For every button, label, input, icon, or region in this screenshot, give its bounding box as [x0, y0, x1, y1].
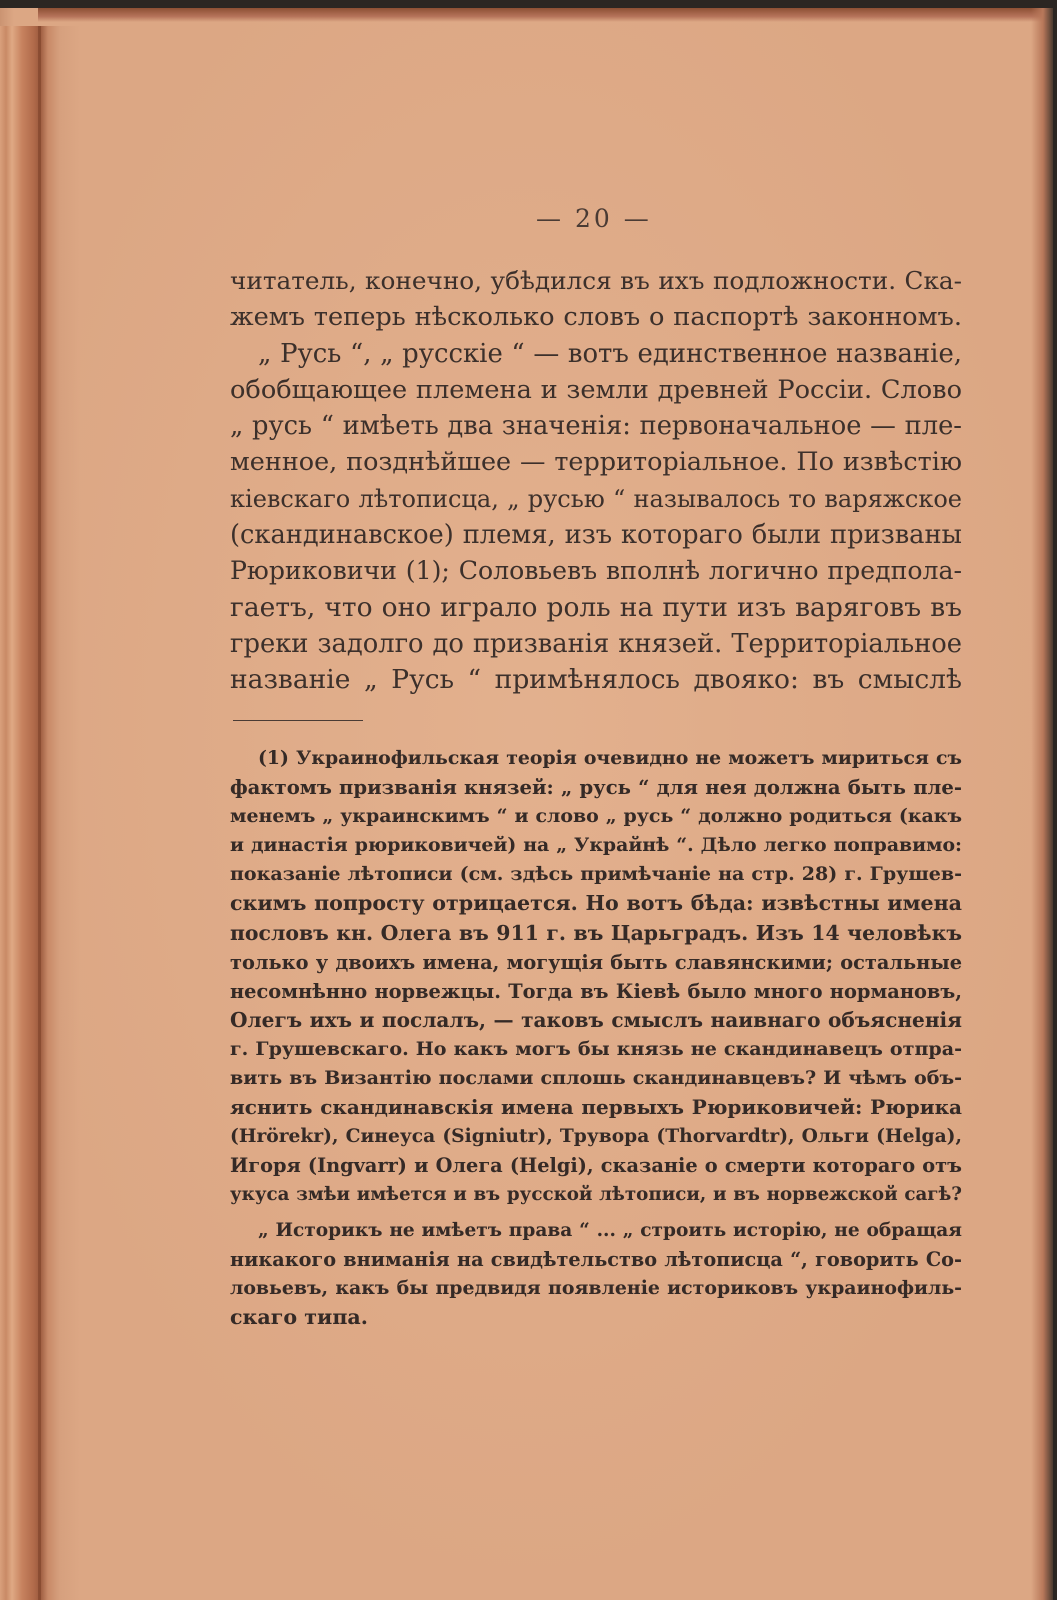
- body-line: Рюриковичи (1); Соловьевъ вполнѣ логично предпола-: [230, 556, 962, 586]
- footnote-line: пословъ кн. Олега въ 911 г. въ Царьградъ. Изъ 14 человѣкъ: [230, 920, 962, 945]
- footnote-line: фактомъ призванія князей: „ русь “ для нея должна быть пле-: [230, 776, 962, 800]
- footnote-line: и династія рюриковичей) на „ Украйнѣ “. Дѣло легко поправимо:: [230, 834, 962, 857]
- footnote-line: вить въ Византію послами сплошь скандинавцевъ? И чѣмъ объ-: [230, 1067, 962, 1090]
- body-line: жемъ теперь нѣсколько словъ о паспортѣ законномъ.: [230, 302, 962, 333]
- footnote-line: никакого вниманія на свидѣтельство лѣтописца “, говорить Со-: [230, 1247, 962, 1271]
- footnote-line: скимъ попросту отрицается. Но вотъ бѣда: извѣстны имена: [230, 891, 962, 916]
- footnote-separator: [233, 720, 363, 721]
- footnote-line: несомнѣнно норвежцы. Тогда въ Кіевѣ было много нормановъ,: [230, 979, 962, 1003]
- body-line: кіевскаго лѣтописца, „ русью “ называлось то варяжское: [230, 484, 962, 513]
- footnote-line: (1) Украинофильская теорія очевидно не можетъ мириться съ: [258, 747, 962, 769]
- footnote-line: (Hrörekr), Синеуса (Signiutr), Трувора (Thorvardtr), Ольги (Helga),: [230, 1125, 962, 1148]
- book-spine-binding: [0, 26, 80, 1600]
- body-line: обобщающее племена и земли древней Россіи. Слово: [230, 374, 962, 405]
- footnote-line: только у двоихъ имена, могущія быть славянскими; остальные: [230, 950, 962, 974]
- body-line: „ русь “ имѣеть два значенія: первоначальное — пле-: [230, 411, 962, 442]
- footnote-line: „ Историкъ не имѣетъ права “ ... „ строить исторію, не обращая: [258, 1219, 962, 1241]
- page-number: — 20 —: [536, 204, 652, 233]
- footnote-line: Олегъ ихъ и послалъ, — таковъ смыслъ наивнаго объясненія: [230, 1007, 962, 1032]
- footnote-line: яснить скандинавскія имена первыхъ Рюриковичей: Рюрика: [230, 1095, 962, 1120]
- footnote-line: ловьевъ, какъ бы предвидя появленіе историковъ украинофиль-: [230, 1276, 962, 1299]
- body-line: „ Русь “, „ русскіе “ — вотъ единственное названіе,: [258, 338, 962, 369]
- footnote: [230, 744, 962, 1332]
- footnote-line: скаго типа.: [230, 1304, 368, 1329]
- main-text: [230, 263, 962, 699]
- body-line: менное, позднѣйшее — территоріальное. По извѣстію: [230, 447, 962, 478]
- body-line: названіе „ Русь “ примѣнялось двояко: въ смыслѣ: [230, 664, 962, 696]
- body-line: читатель, конечно, убѣдился въ ихъ подложности. Ска-: [230, 266, 962, 295]
- body-line: гаетъ, что оно играло роль на пути изъ варяговъ въ: [230, 591, 962, 623]
- book-page: [0, 8, 1053, 1600]
- body-line: (скандинавское) племя, изъ котораго были призваны: [230, 520, 962, 551]
- body-line: греки задолго до призванія князей. Территоріальное: [230, 628, 962, 659]
- footnote-line: г. Грушевскаго. Но какъ могъ бы князь не скандинавецъ отпра-: [230, 1037, 962, 1060]
- footnote-line: показаніе лѣтописи (см. здѣсь примѣчаніе на стр. 28) г. Грушев-: [230, 863, 962, 886]
- page-top-edge: [38, 8, 1053, 22]
- footnote-line: менемъ „ украинскимъ “ и слово „ русь “ должно родиться (какъ: [230, 805, 962, 828]
- footnote-line: укуса змѣи имѣется и въ русской лѣтописи, и въ норвежской сагѣ?: [230, 1184, 962, 1206]
- footnote-line: Игоря (Ingvarr) и Олега (Helgi), сказаніе о смерти котораго отъ: [230, 1154, 962, 1178]
- page-right-edge: [1031, 8, 1053, 1600]
